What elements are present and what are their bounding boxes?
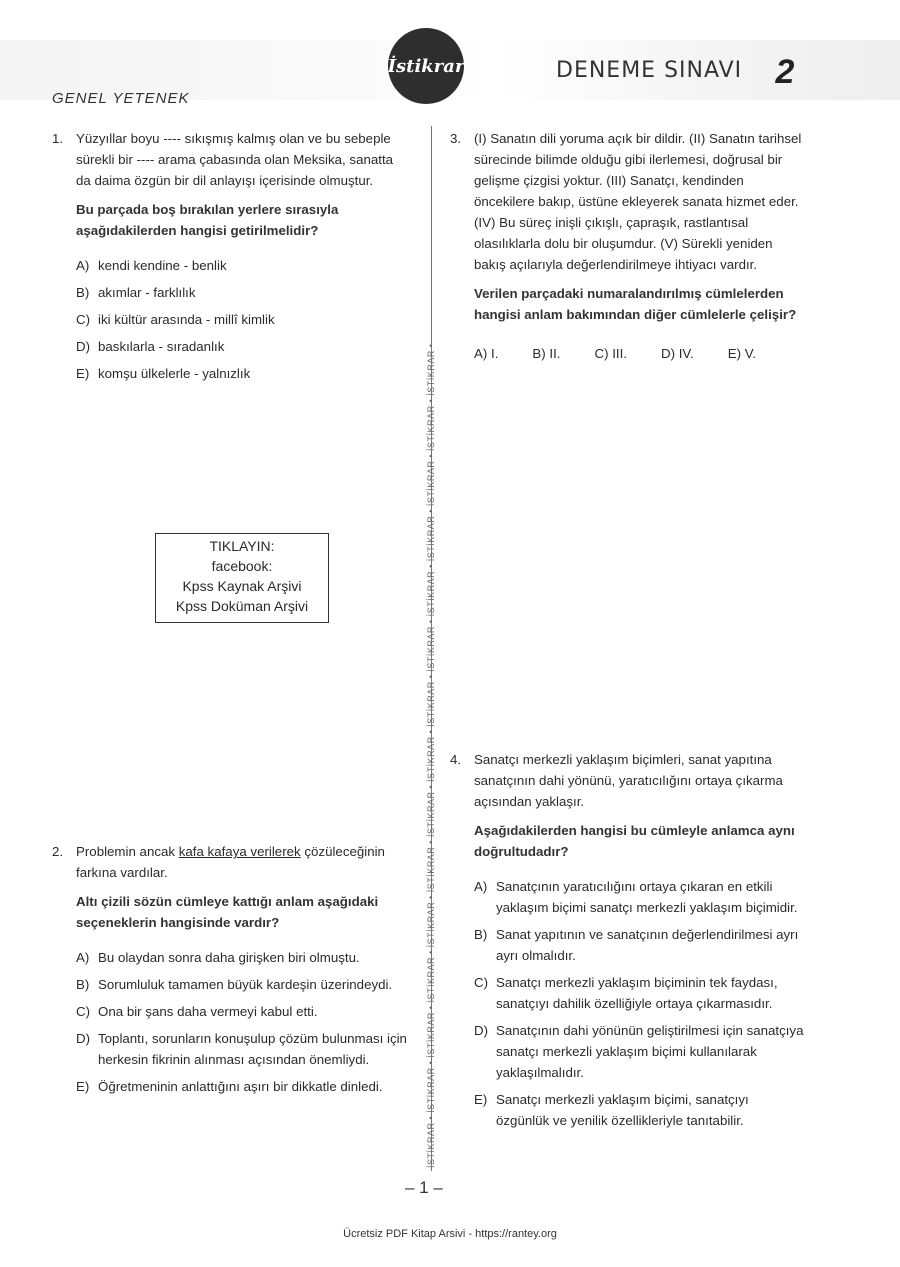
options-list [76, 255, 407, 384]
question-stem: Sanatçı merkezli yaklaşım biçimleri, sanat yapıtına sanatçının dahi yönünü, yaratıcılığını ortaya çıkarma açısından yaklaşır. [474, 752, 783, 809]
option-b[interactable]: B) II. [532, 346, 561, 361]
option-c[interactable]: C) Ona bir şans daha vermeyi kabul etti. [76, 1004, 318, 1019]
option-d[interactable]: D) Toplantı, sorunların konuşulup çözüm bulunması için herkesin fikrinin alınması açısından önemliydi. [76, 1031, 407, 1067]
option-a[interactable]: A) Sanatçının yaratıcılığını ortaya çıkaran en etkili yaklaşım biçimi sanatçı merkezli yaklaşım biçimidir. [474, 879, 798, 915]
section-label: GENEL YETENEK [52, 90, 190, 107]
option-c[interactable]: C) iki kültür arasında - millî kimlik [76, 312, 275, 327]
watermark-strip [418, 128, 444, 1168]
option-e[interactable]: E) Öğretmeninin anlattığını aşırı bir dikkatle dinledi. [76, 1079, 383, 1094]
option-b[interactable]: B) Sorumluluk tamamen büyük kardeşin üzerindeydi. [76, 977, 393, 992]
question-2 [52, 841, 407, 1103]
question-stem: (I) Sanatın dili yoruma açık bir dildir. (II) Sanatın tarihsel sürecinde bilimde olduğu gibi ilerlemesi, doğrusal bir gelişme çizgisi yoktur. (III) Sanatçı, kendinden öncekilere bakıp, üstüne ekleyerek sanata hizmet eder. (IV) Bu süreç inişli çıkışlı, çapraşık, rastlantısal olasılıklarla dolu bir oluşumdur. (V) Sürekli yeniden bakış açılarıyla değerlendirilmeye ihtiyacı vardır. [474, 131, 802, 272]
option-d[interactable]: D) baskılarla - sıradanlık [76, 339, 225, 354]
option-e[interactable]: E) V. [727, 346, 757, 361]
promo-line: TIKLAYIN: [209, 538, 275, 554]
exam-number: 2 [775, 53, 795, 91]
logo-text: İstikrar [387, 55, 465, 77]
promo-line: Kpss Kaynak Arşivi [182, 578, 302, 594]
promo-line: Kpss Doküman Arşivi [175, 598, 309, 614]
options-list [76, 947, 407, 1097]
question-prompt: Altı çizili sözün cümleye kattığı anlam aşağıdaki seçeneklerin hangisinde vardır? [76, 894, 379, 930]
question-number: 3. [450, 131, 462, 146]
question-stem: Yüzyıllar boyu ---- sıkışmış kalmış olan ve bu sebeple sürekli bir ---- arama çabasında olan Meksika, sanatta da daima özgün bir dil anlayışı içerisinde olmuştur. [76, 131, 394, 188]
page-number: – 1 – [405, 1178, 443, 1197]
option-e[interactable]: E) komşu ülkelerle - yalnızlık [76, 366, 251, 381]
question-stem: Problemin ancak kafa kafaya verilerek çözüleceğinin farkına vardılar. [76, 844, 385, 880]
promo-box[interactable] [155, 533, 329, 623]
footer-link[interactable]: Ücretsiz PDF Kitap Arsivi - https://rantey.org [343, 1228, 557, 1240]
option-a[interactable]: A) I. [474, 346, 499, 361]
option-d[interactable]: D) IV. [661, 346, 694, 361]
underlined-phrase: kafa kafaya verilerek [178, 844, 301, 859]
exam-title: DENEME SINAVI [556, 58, 743, 83]
option-b[interactable]: B) Sanat yapıtının ve sanatçının değerlendirilmesi ayrı ayrı olmalıdır. [474, 927, 799, 963]
question-prompt: Verilen parçadaki numaralandırılmış cümlelerden hangisi anlam bakımından diğer cümlelerle çelişir? [474, 286, 797, 322]
question-number: 2. [52, 844, 64, 859]
question-4 [450, 749, 805, 1137]
question-1 [52, 128, 407, 390]
options-list [474, 876, 805, 1131]
question-number: 1. [52, 131, 64, 146]
options-list [474, 343, 805, 364]
option-a[interactable]: A) Bu olaydan sonra daha girişken biri olmuştu. [76, 950, 360, 965]
option-d[interactable]: D) Sanatçının dahi yönünün geliştirilmesi için sanatçıya sanatçı merkezli yaklaşım biçimi kullanılarak yaklaşılmalıdır. [474, 1023, 804, 1080]
option-c[interactable]: C) III. [594, 346, 627, 361]
istikrar-logo [388, 28, 464, 104]
option-b[interactable]: B) akımlar - farklılık [76, 285, 196, 300]
question-3 [450, 128, 805, 364]
option-c[interactable]: C) Sanatçı merkezli yaklaşım biçiminin tek faydası, sanatçıyı dahilik özelliğiyle ortaya çıkarmasıdır. [474, 975, 778, 1011]
question-prompt: Aşağıdakilerden hangisi bu cümleyle anlamca aynı doğrultudadır? [474, 823, 795, 859]
option-e[interactable]: E) Sanatçı merkezli yaklaşım biçimi, sanatçıyı özgünlük ve yenilik özellikleriyle tanıtabilir. [474, 1092, 749, 1128]
option-a[interactable]: A) kendi kendine - benlik [76, 258, 227, 273]
promo-line: facebook: [211, 558, 273, 574]
question-number: 4. [450, 752, 462, 767]
question-prompt: Bu parçada boş bırakılan yerlere sırasıyla aşağıdakilerden hangisi getirilmelidir? [76, 202, 339, 238]
watermark-text: İSTİKRAR • İSTİKRAR • İSTİKRAR • İSTİKRAR • İSTİKRAR • İSTİKRAR • İSTİKRAR • İSTİKRAR • İSTİKRAR • İSTİKRAR • İSTİKRAR • İSTİKRAR • İSTİKRAR • İSTİKRAR • İSTİKRAR • [426, 343, 436, 1168]
